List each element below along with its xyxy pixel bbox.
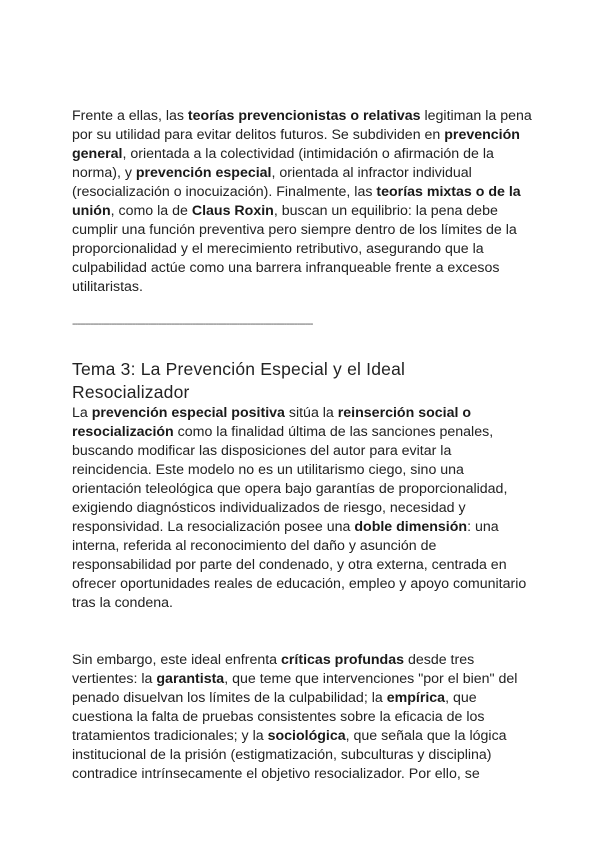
paragraph-criticas [72, 651, 534, 784]
bold-term: prevención especial [135, 165, 272, 181]
paragraph-prevencion-especial [72, 404, 534, 613]
text: : una interna, referida al reconocimiento del daño y asunción de responsabilidad por parte del condenado, y otra externa, centrada en ofrecer oportunidades reales de educación, empleo y apoyo comunitario tras la condena. [72, 519, 527, 611]
text: , que cuestiona la falta de pruebas consistentes sobre la eficacia de los tratamientos tradicionales; y la [72, 690, 485, 744]
text: , que teme que intervenciones "por el bien" del penado disuelvan los límites de la culpabilidad; la [72, 671, 518, 706]
bold-term: sociológica [267, 728, 346, 744]
text: , orientada a la colectividad (intimidación o afirmación de la norma), y [72, 146, 494, 181]
bold-term: teorías mixtas o de la unión [72, 184, 521, 219]
document-page [72, 107, 534, 784]
text: Sin embargo, este ideal enfrenta [72, 652, 282, 668]
bold-term: teorías prevencionistas o relativas [187, 108, 421, 124]
text: desde tres vertientes: la [72, 652, 475, 687]
text: La [72, 405, 92, 421]
bold-term: empírica [386, 690, 446, 706]
text: , que señala que la lógica institucional de la prisión (estigmatización, subculturas y disciplina) contradice intrínsecamente el objetivo resocializador. Por ello, se [72, 728, 507, 782]
text: , buscan un equilibrio: la pena debe cumplir una función preventiva pero siempre dentro de los límites de la proporcionalidad y el merecimiento retributivo, asegurando que la culpabilidad actúe como una barrera infranqueable frente a excesos utilitaristas. [72, 203, 517, 295]
heading-line: Resocializador [72, 382, 190, 402]
bold-term: doble dimensión [354, 519, 468, 535]
bold-term: garantista [156, 671, 225, 687]
text: como la finalidad última de las sanciones penales, buscando modificar las disposiciones del autor para evitar la reincidencia. Este modelo no es un utilitarismo ciego, sino una orientación teleológica que opera bajo garantías de proporcionalidad, exigiendo diagnósticos individualizados de riesgo, necesidad y responsividad. La resocialización posee una [72, 424, 508, 535]
text: legitiman la pena por su utilidad para evitar delitos futuros. Se subdividen en [72, 108, 532, 143]
heading-line: Tema 3: La Prevención Especial y el Ideal [72, 359, 406, 379]
text: Frente a ellas, las [72, 108, 188, 124]
bold-term: críticas profundas [281, 652, 405, 668]
dashed-divider: -------------------------------------------------------------------------------------------- [72, 318, 313, 330]
bold-term: prevención general [72, 127, 520, 162]
text: , como la de [110, 203, 192, 219]
text: sitúa la [284, 405, 338, 421]
text: , orientada al infractor individual (resocialización o inocuización). Finalmente, las [72, 165, 472, 200]
section-heading [72, 358, 534, 404]
paragraph-prevencionistas [72, 107, 534, 297]
bold-term: reinserción social o resocialización [72, 405, 472, 440]
bold-term: prevención especial positiva [91, 405, 285, 421]
bold-term: Claus Roxin [191, 203, 274, 219]
